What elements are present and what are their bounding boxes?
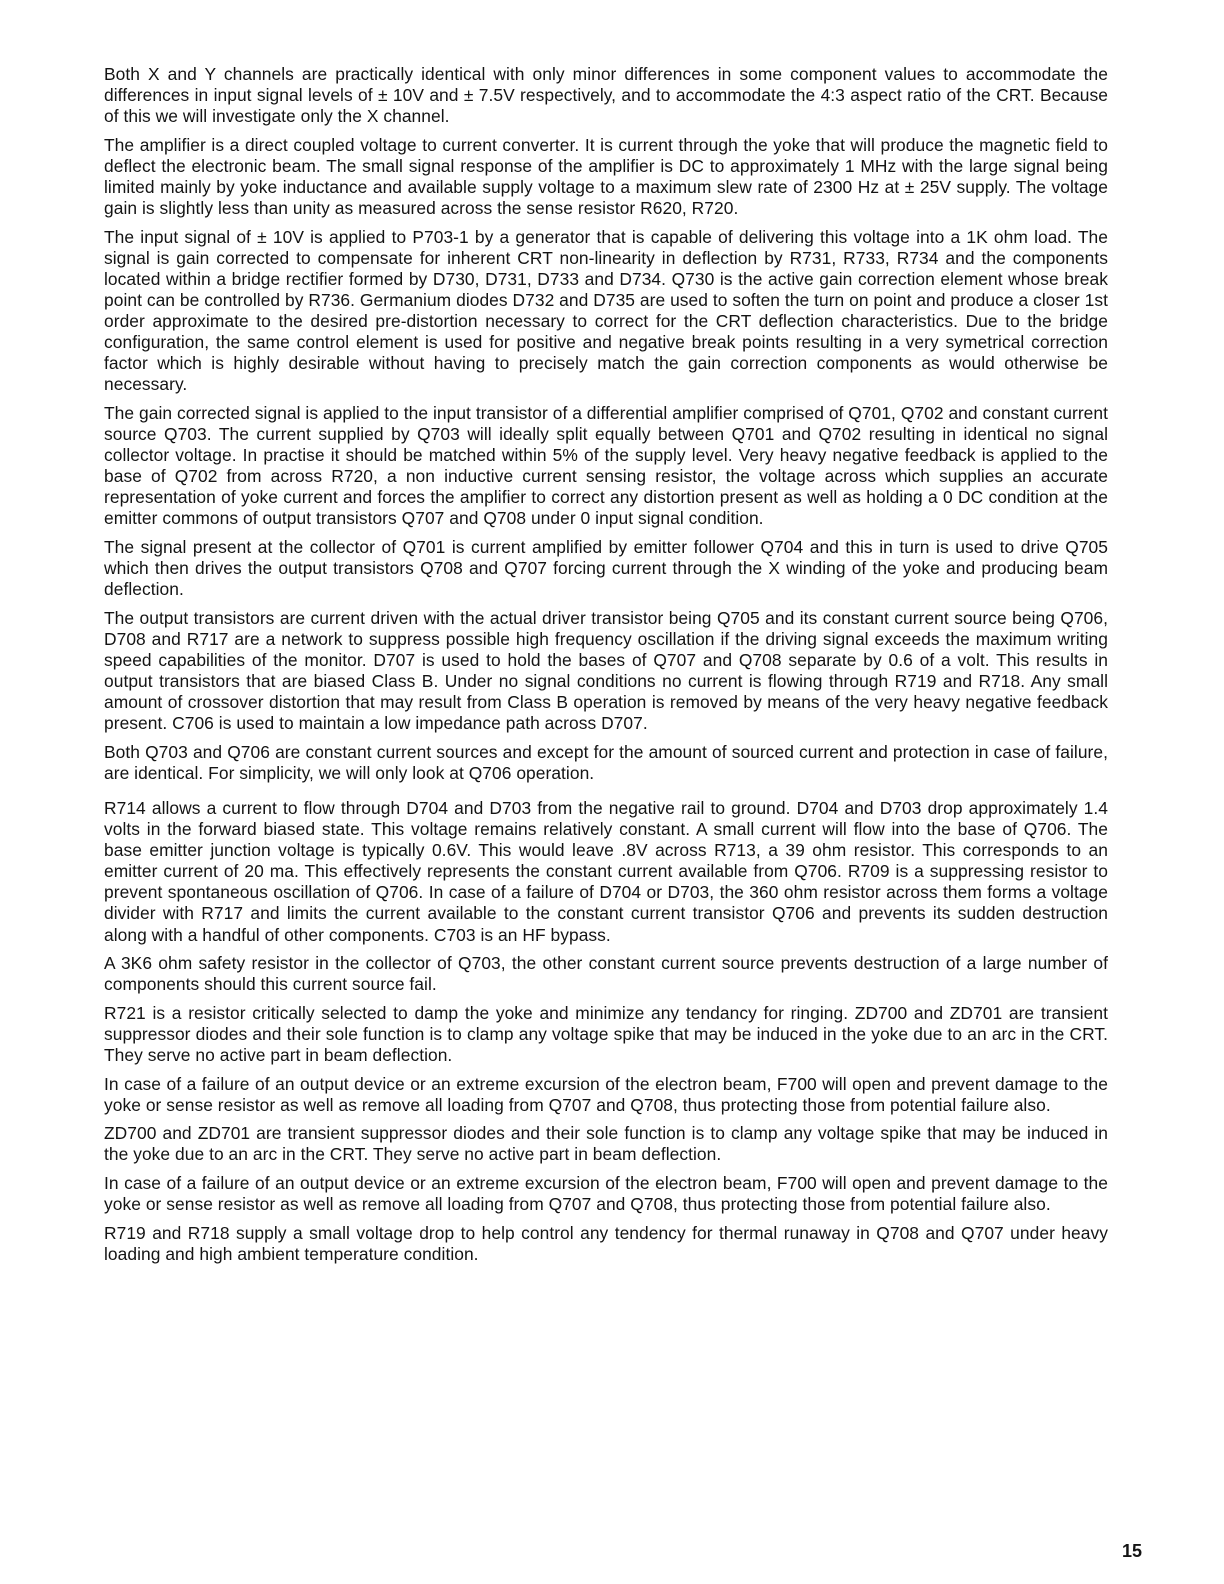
paragraph-r714-operation: R714 allows a current to flow through D704 and D703 from the negative rail to ground. D704 and D703 drop approximately 1.4 volts in the forward biased state. This voltage remains relatively constant. A small current will flow into the base of Q706. The base emitter junction voltage is typically 0.6V. This would leave .8V across R713, a 39 ohm resistor. This corresponds to an emitter current of 20 ma. This effectively represents the constant current available from Q706. R709 is a suppressing resistor to prevent spontaneous oscillation of Q706. In case of a failure of D704 or D703, the 360 ohm resistor across them forms a voltage divider with R717 and limits the current available to the constant current transistor Q706 and prevents its sudden destruction along with a handful of other components. C703 is an HF bypass. [104, 798, 1108, 945]
paragraph-thermal-runaway: R719 and R718 supply a small voltage drop to help control any tendency for thermal runaway in Q708 and Q707 under heavy loading and high ambient temperature condition. [104, 1222, 1108, 1264]
paragraph-r721-damping: R721 is a resistor critically selected to damp the yoke and minimize any tendancy for ringing. ZD700 and ZD701 are transient suppressor diodes and their sole function is to clamp any voltage spike that may be induced in the yoke due to an arc in the CRT. They serve no active part in beam deflection. [104, 1002, 1108, 1066]
page-number: 15 [1122, 1541, 1143, 1561]
paragraph-emitter-follower: The signal present at the collector of Q701 is current amplified by emitter follower Q704 and this in turn is used to drive Q705 which then drives the output transistors Q708 and Q707 forcing current through the X winding of the yoke and producing beam deflection. [104, 536, 1108, 600]
paragraph-f700-protection: In case of a failure of an output device or an extreme excursion of the electron beam, F700 will open and prevent damage to the yoke or sense resistor as well as remove all loading from Q707 and Q708, thus protecting those from potential failure also. [104, 1073, 1108, 1115]
paragraph-f700-protection-repeat: In case of a failure of an output device or an extreme excursion of the electron beam, F700 will open and prevent damage to the yoke or sense resistor as well as remove all loading from Q707 and Q708, thus protecting those from potential failure also. [104, 1173, 1108, 1215]
paragraph-channels: Both X and Y channels are practically identical with only minor differences in some component values to accommodate the differences in input signal levels of ± 10V and ± 7.5V respectively, and to accommodate the 4:3 aspect ratio of the CRT. Because of this we will investigate only the X channel. [104, 64, 1108, 127]
paragraph-zener-suppressors: ZD700 and ZD701 are transient suppressor diodes and their sole function is to clamp any voltage spike that may be induced in the yoke due to an arc in the CRT. They serve no active part in beam deflection. [104, 1123, 1108, 1165]
paragraph-safety-resistor: A 3K6 ohm safety resistor in the collector of Q703, the other constant current source prevents destruction of a large number of components should this current source fail. [104, 953, 1108, 995]
document-body [104, 64, 1108, 1272]
paragraph-amplifier: The amplifier is a direct coupled voltage to current converter. It is current through the yoke that will produce the magnetic field to deflect the electronic beam. The small signal response of the amplifier is DC to approximately 1 MHz with the large signal being limited mainly by yoke inductance and available supply voltage to a maximum slew rate of 2300 Hz at ± 25V supply. The voltage gain is slightly less than unity as measured across the sense resistor R620, R720. [104, 134, 1108, 219]
paragraph-differential-amplifier: The gain corrected signal is applied to the input transistor of a differential amplifier comprised of Q701, Q702 and constant current source Q703. The current supplied by Q703 will ideally split equally between Q701 and Q702 resulting in identical no signal collector voltage. In practise it should be matched within 5% of the supply level. Very heavy negative feedback is applied to the base of Q702 from across R720, a non inductive current sensing resistor, the voltage across which supplies an accurate representation of yoke current and forces the amplifier to correct any distortion present as well as holding a 0 DC condition at the emitter commons of output transistors Q707 and Q708 under 0 input signal condition. [104, 402, 1108, 529]
paragraph-output-transistors: The output transistors are current driven with the actual driver transistor being Q705 and its constant current source being Q706, D708 and R717 are a network to suppress possible high frequency oscillation if the driving signal exceeds the maximum writing speed capabilities of the monitor. D707 is used to hold the bases of Q707 and Q708 separate by 0.6 of a volt. This results in output transistors that are biased Class B. Under no signal conditions no current is flowing through R719 and R718. Any small amount of crossover distortion that may result from Class B operation is removed by means of the very heavy negative feedback present. C706 is used to maintain a low impedance path across D707. [104, 607, 1108, 734]
paragraph-constant-current-sources: Both Q703 and Q706 are constant current sources and except for the amount of sourced current and protection in case of failure, are identical. For simplicity, we will only look at Q706 operation. [104, 741, 1108, 783]
paragraph-input-signal: The input signal of ± 10V is applied to P703-1 by a generator that is capable of delivering this voltage into a 1K ohm load. The signal is gain corrected to compensate for inherent CRT non-linearity in deflection by R731, R733, R734 and the components located within a bridge rectifier formed by D730, D731, D733 and D734. Q730 is the active gain correction element whose break point can be controlled by R736. Germanium diodes D732 and D735 are used to soften the turn on point and produce a closer 1st order approximate to the desired pre-distortion necessary to correct for the CRT deflection characteristics. Due to the bridge configuration, the same control element is used for positive and negative break points resulting in a very symetrical correction factor which is highly desirable without having to precisely match the gain correction components as would otherwise be necessary. [104, 226, 1108, 395]
